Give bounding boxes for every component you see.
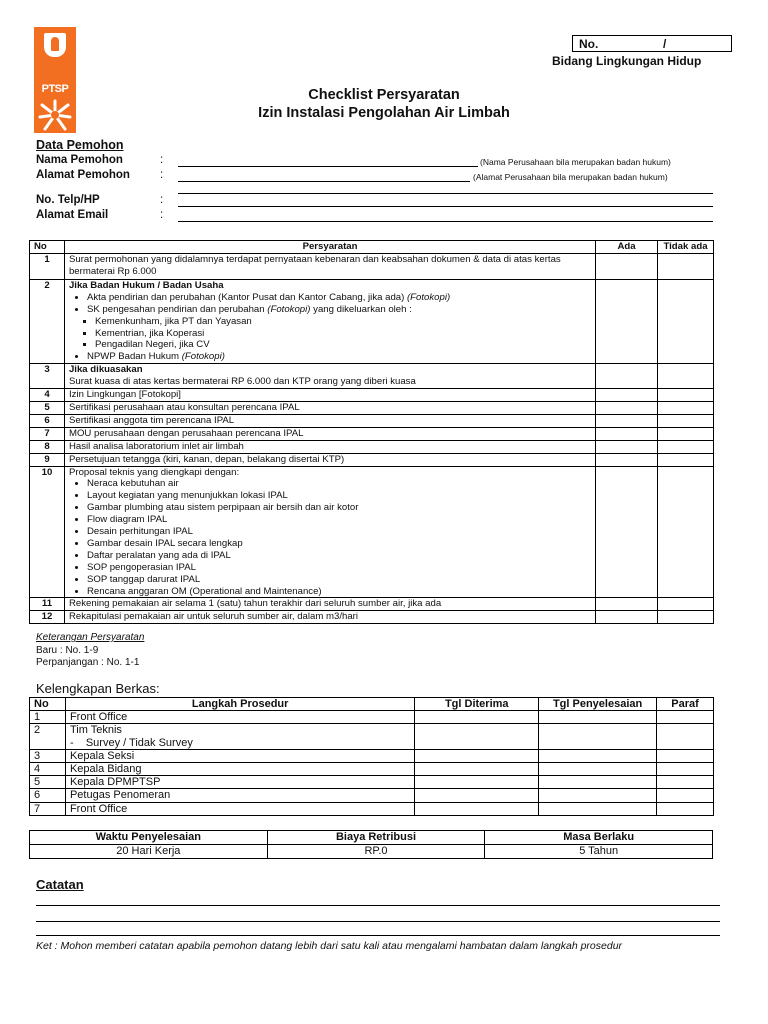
- requirement-title: Jika Badan Hukum / Badan Usaha: [68, 279, 224, 291]
- row-number: 1: [30, 711, 66, 724]
- list-item: • Layout kegiatan yang menunjukkan lokasi IPAL: [87, 490, 591, 502]
- notes-heading: Catatan: [36, 877, 84, 892]
- table-row: [30, 763, 714, 776]
- row-number: 5: [30, 401, 65, 414]
- paraf-cell[interactable]: [657, 776, 714, 789]
- date-received-cell[interactable]: [415, 802, 539, 815]
- notes-perpanjangan: Perpanjangan : No. 1-1: [36, 657, 140, 668]
- applicant-section-heading: Data Pemohon: [36, 138, 124, 152]
- date-completed-cell[interactable]: [539, 749, 657, 762]
- requirement-text: Sertifikasi perusahaan atau konsultan perencana IPAL: [64, 401, 595, 414]
- col-no: No: [30, 241, 65, 254]
- list-item: • Gambar desain IPAL secara lengkap: [87, 538, 591, 550]
- phone-line[interactable]: [178, 206, 713, 207]
- date-completed-cell[interactable]: [539, 802, 657, 815]
- col-tidak-ada: Tidak ada: [658, 241, 714, 254]
- row-number: 6: [30, 789, 66, 802]
- procedure-step: [65, 724, 414, 749]
- requirement-title: Proposal teknis yang diengkapi dengan:: [68, 466, 240, 478]
- row-number: 5: [30, 776, 66, 789]
- requirement-text: Rekening pemakaian air selama 1 (satu) tahun terakhir dari seluruh sumber air, jika ada: [64, 598, 595, 611]
- procedure-step: Front Office: [65, 711, 414, 724]
- row-number: 4: [30, 763, 66, 776]
- logo-text: PTSP: [41, 83, 69, 95]
- check-ada[interactable]: [596, 414, 658, 427]
- check-tidak-ada[interactable]: [658, 279, 714, 363]
- fee-value: RP.0: [267, 845, 485, 859]
- date-received-cell[interactable]: [415, 763, 539, 776]
- list-item: • Rencana anggaran OM (Operational and Maintenance): [87, 586, 591, 598]
- phone-label: No. Telp/HP: [36, 194, 100, 206]
- colon: :: [160, 169, 164, 181]
- applicant-address-line[interactable]: [178, 181, 470, 182]
- col-tgl-diterima: Tgl Diterima: [415, 698, 539, 711]
- notes-line-1[interactable]: [36, 905, 720, 906]
- row-number: 1: [30, 253, 65, 279]
- document-title: Checklist Persyaratan: [308, 87, 460, 103]
- row-number: 2: [30, 279, 65, 363]
- row-number: 3: [30, 749, 66, 762]
- list-item: • Flow diagram IPAL: [87, 514, 591, 526]
- check-ada[interactable]: [596, 440, 658, 453]
- table-row: [30, 279, 714, 363]
- table-row: [30, 427, 714, 440]
- date-received-cell[interactable]: [415, 789, 539, 802]
- check-tidak-ada[interactable]: [658, 466, 714, 598]
- document-subtitle: Izin Instalasi Pengolahan Air Limbah: [258, 105, 510, 121]
- row-number: 8: [30, 440, 65, 453]
- service-info-table: [29, 830, 713, 859]
- requirement-text: Persetujuan tetangga (kiri, kanan, depan, belakang disertai KTP): [64, 453, 595, 466]
- row-number: 4: [30, 389, 65, 402]
- email-line[interactable]: [178, 221, 713, 222]
- table-row: [30, 364, 714, 389]
- applicant-name-line[interactable]: [178, 166, 478, 167]
- table-row: [30, 789, 714, 802]
- table-row: [30, 845, 713, 859]
- table-header-row: [30, 698, 714, 711]
- col-waktu: Waktu Penyelesaian: [30, 831, 268, 845]
- row-number: 9: [30, 453, 65, 466]
- applicant-address-label: Alamat Pemohon: [36, 169, 130, 181]
- procedure-step: Kepala Seksi: [65, 749, 414, 762]
- table-row: [30, 802, 714, 815]
- date-received-cell[interactable]: [415, 776, 539, 789]
- colon: :: [160, 194, 164, 206]
- row-number: 7: [30, 427, 65, 440]
- paraf-cell[interactable]: [657, 749, 714, 762]
- row-number: 3: [30, 364, 65, 389]
- check-tidak-ada[interactable]: [658, 427, 714, 440]
- procedure-step: Front Office: [65, 802, 414, 815]
- check-tidak-ada[interactable]: [658, 253, 714, 279]
- check-ada[interactable]: [596, 364, 658, 389]
- list-item: • SOP pengoperasian IPAL: [87, 562, 591, 574]
- jakarta-crest-icon: [44, 33, 66, 57]
- col-masa: Masa Berlaku: [485, 831, 713, 845]
- procedure-table: [29, 697, 714, 816]
- applicant-address-hint: (Alamat Perusahaan bila merupakan badan hukum): [473, 172, 668, 182]
- list-item: • Desain perhitungan IPAL: [87, 526, 591, 538]
- date-completed-cell[interactable]: [539, 724, 657, 749]
- notes-title: Keterangan Persyaratan: [36, 632, 145, 643]
- table-row: [30, 453, 714, 466]
- date-completed-cell[interactable]: [539, 763, 657, 776]
- email-label: Alamat Email: [36, 209, 109, 221]
- requirement-text: Hasil analisa laboratorium inlet air limbah: [64, 440, 595, 453]
- table-row: [30, 749, 714, 762]
- table-row: [30, 440, 714, 453]
- list-item: • SOP tanggap darurat IPAL: [87, 574, 591, 586]
- row-number: 10: [30, 466, 65, 598]
- notes-block: [36, 632, 144, 670]
- list-item: ▪ Kementrian, jika Koperasi: [95, 328, 591, 340]
- requirement-text: Rekapitulasi pemakaian air untuk seluruh sumber air, dalam m3/hari: [64, 611, 595, 624]
- table-header-row: [30, 241, 714, 254]
- check-tidak-ada[interactable]: [658, 389, 714, 402]
- number-label: No.: [579, 37, 599, 51]
- colon: :: [160, 154, 164, 166]
- paraf-cell[interactable]: [657, 789, 714, 802]
- applicant-name-label: Nama Pemohon: [36, 154, 123, 166]
- check-tidak-ada[interactable]: [658, 440, 714, 453]
- date-completed-cell[interactable]: [539, 789, 657, 802]
- table-row: [30, 776, 714, 789]
- table-row: [30, 414, 714, 427]
- check-ada[interactable]: [596, 427, 658, 440]
- table-row: [30, 253, 714, 279]
- col-no: No: [30, 698, 66, 711]
- requirement-text: [64, 466, 595, 598]
- date-completed-cell[interactable]: [539, 776, 657, 789]
- row-number: 6: [30, 414, 65, 427]
- requirement-text: MOU perusahaan dengan perusahaan perencana IPAL: [64, 427, 595, 440]
- check-ada[interactable]: [596, 401, 658, 414]
- requirement-text: Surat permohonan yang didalamnya terdapat pernyataan kebenaran dan keabsahan dokumen & data di atas kertas bermaterai Rp 6.000: [64, 253, 595, 279]
- requirement-text: [64, 364, 595, 389]
- notes-baru: Baru : No. 1-9: [36, 644, 99, 656]
- procedure-step: Petugas Penomeran: [65, 789, 414, 802]
- requirement-text: [64, 279, 595, 363]
- check-ada[interactable]: [596, 389, 658, 402]
- check-ada[interactable]: [596, 466, 658, 598]
- col-biaya: Biaya Retribusi: [267, 831, 485, 845]
- check-ada[interactable]: [596, 453, 658, 466]
- applicant-address-line-2[interactable]: [178, 193, 713, 194]
- paraf-cell[interactable]: [657, 724, 714, 749]
- check-ada[interactable]: [596, 598, 658, 611]
- validity-value: 5 Tahun: [485, 845, 713, 859]
- notes-line-2[interactable]: [36, 921, 720, 922]
- notes-line-3[interactable]: [36, 935, 720, 936]
- check-tidak-ada[interactable]: [658, 401, 714, 414]
- applicant-name-hint: (Nama Perusahaan bila merupakan badan hukum): [480, 157, 671, 167]
- check-ada[interactable]: [596, 279, 658, 363]
- check-ada[interactable]: [596, 611, 658, 624]
- paraf-cell[interactable]: [657, 711, 714, 724]
- footnote: Ket : Mohon memberi catatan apabila pemohon datang lebih dari satu kali atau mengalami hambatan dalam langkah prosedur: [36, 940, 623, 952]
- list-item: • SK pengesahan pendirian dan perubahan (Fotokopi) yang dikeluarkan oleh : ▪ Kemenkunham, jika PT dan Yayasan ▪ Kementrian, jika Koperasi ▪ Pengadilan Negeri, jika CV: [87, 304, 591, 352]
- row-number: 7: [30, 802, 66, 815]
- document-completeness-heading: Kelengkapan Berkas:: [36, 681, 160, 696]
- row-number: 11: [30, 598, 65, 611]
- procedure-substep: - Survey / Tidak Survey: [69, 736, 193, 749]
- table-row: [30, 598, 714, 611]
- check-tidak-ada[interactable]: [658, 453, 714, 466]
- list-item: ▪ Pengadilan Negeri, jika CV: [95, 339, 591, 351]
- table-row: [30, 401, 714, 414]
- requirement-detail: Surat kuasa di atas kertas bermaterai RP 6.000 dan KTP orang yang diberi kuasa: [68, 376, 416, 388]
- table-row: [30, 711, 714, 724]
- check-tidak-ada[interactable]: [658, 414, 714, 427]
- date-completed-cell[interactable]: [539, 711, 657, 724]
- date-received-cell[interactable]: [415, 711, 539, 724]
- number-separator: /: [663, 37, 667, 51]
- requirements-table: [29, 240, 714, 624]
- requirement-text: Sertifikasi anggota tim perencana IPAL: [64, 414, 595, 427]
- colon: :: [160, 209, 164, 221]
- procedure-step-label: Tim Teknis: [69, 724, 122, 737]
- document-number-box: [572, 35, 732, 52]
- check-tidak-ada[interactable]: [658, 364, 714, 389]
- list-item: • Gambar plumbing atau sistem perpipaan air bersih dan air kotor: [87, 502, 591, 514]
- date-received-cell[interactable]: [415, 724, 539, 749]
- table-row: [30, 611, 714, 624]
- row-number: 12: [30, 611, 65, 624]
- paraf-cell[interactable]: [657, 802, 714, 815]
- check-ada[interactable]: [596, 253, 658, 279]
- table-row: [30, 466, 714, 598]
- list-item: • NPWP Badan Hukum (Fotokopi): [87, 351, 591, 363]
- procedure-step: Kepala Bidang: [65, 763, 414, 776]
- date-received-cell[interactable]: [415, 749, 539, 762]
- col-paraf: Paraf: [657, 698, 714, 711]
- processing-time-value: 20 Hari Kerja: [30, 845, 268, 859]
- col-langkah: Langkah Prosedur: [65, 698, 414, 711]
- requirement-title: Jika dikuasakan: [68, 364, 143, 376]
- list-item: • Daftar peralatan yang ada di IPAL: [87, 550, 591, 562]
- procedure-step: Kepala DPMPTSP: [65, 776, 414, 789]
- department-label: Bidang Lingkungan Hidup: [552, 54, 702, 68]
- list-item: ▪ Kemenkunham, jika PT dan Yayasan: [95, 316, 591, 328]
- col-tgl-penyelesaian: Tgl Penyelesaian: [539, 698, 657, 711]
- list-item: • Akta pendirian dan perubahan (Kantor Pusat dan Kantor Cabang, jika ada) (Fotokopi): [87, 292, 591, 304]
- table-row: [30, 389, 714, 402]
- col-ada: Ada: [596, 241, 658, 254]
- paraf-cell[interactable]: [657, 763, 714, 776]
- row-number: 2: [30, 724, 66, 749]
- col-requirement: Persyaratan: [64, 241, 595, 254]
- table-header-row: [30, 831, 713, 845]
- list-item: • Neraca kebutuhan air: [87, 478, 591, 490]
- requirement-text: Izin Lingkungan [Fotokopi]: [64, 389, 595, 402]
- check-tidak-ada[interactable]: [658, 598, 714, 611]
- check-tidak-ada[interactable]: [658, 611, 714, 624]
- table-row: [30, 724, 714, 749]
